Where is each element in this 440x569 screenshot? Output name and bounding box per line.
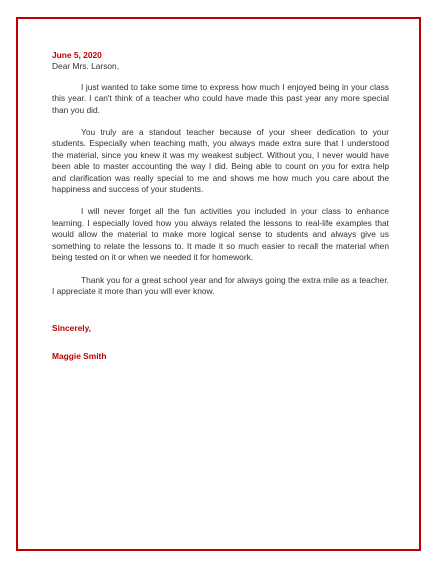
letter-paragraph: I will never forget all the fun activities you included in your class to enhance learning. I especially loved how you always related the lessons to real-life examples that would allow the material to make more logical sense to students and always give us something to relate the lessons to. It made it so much easier to recall the material when being tested on it or when we needed it for homework. [52, 206, 389, 263]
letter-paragraph: I just wanted to take some time to express how much I enjoyed being in your class this year. I can't think of a teacher who could have made this past year any more special than you did. [52, 81, 389, 115]
letter-paragraph: Thank you for a great school year and for always going the extra mile as a teacher. I appreciate it more than you will ever know. [52, 274, 389, 296]
letter-salutation: Dear Mrs. Larson, [52, 61, 120, 72]
letter-paragraph: You truly are a standout teacher because of your sheer dedication to your students. Especially when teaching math, you always made extra sure that I understood the material, since you knew it was my weakest subject. Without you, I never would have been able to master accounting the way I did. Being able to count on you for extra help and clarification was really special to me and shows me how much you care about the happiness and success of your students. [52, 127, 389, 195]
letter-body [52, 50, 389, 362]
letter-signature: Maggie Smith [52, 350, 107, 361]
letter-date: June 5, 2020 [52, 50, 102, 60]
letter-closing: Sincerely, [52, 323, 91, 334]
